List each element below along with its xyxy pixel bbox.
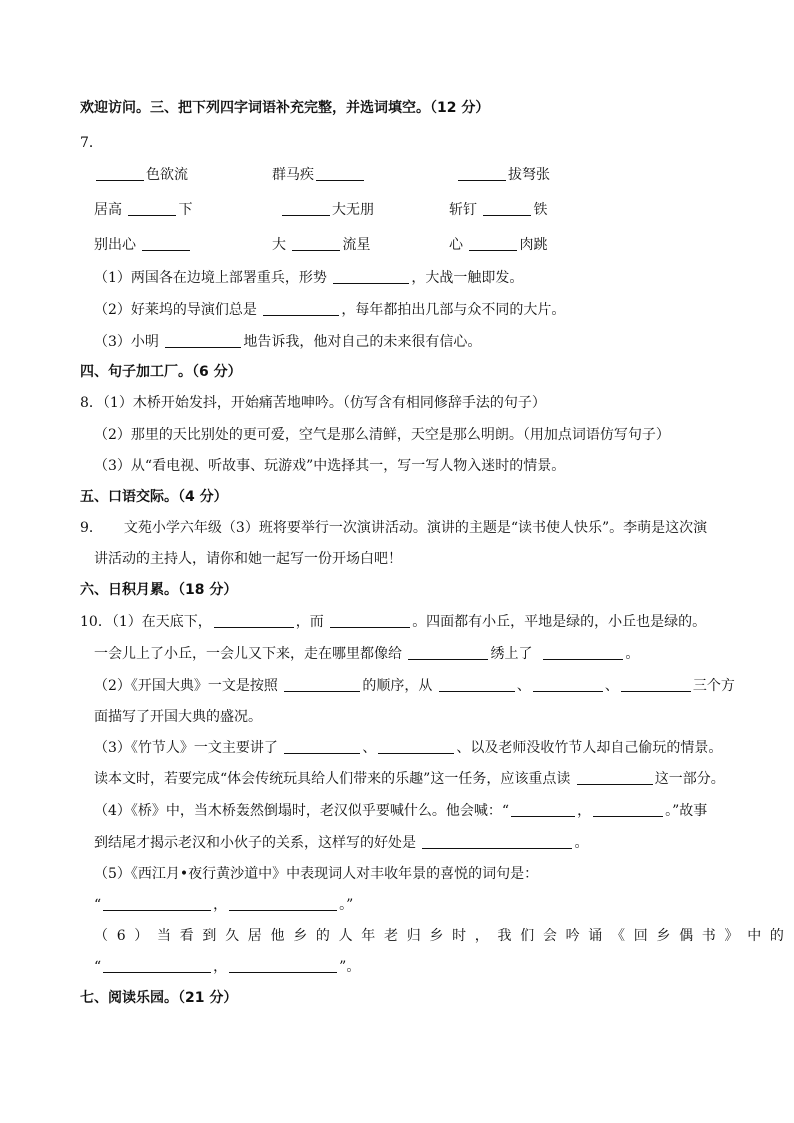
q10-part-6-line-1: （6）当看到久居他乡的人年老归乡时，我们会吟诵《回乡偶书》中的: [94, 928, 793, 944]
q7-sentence-1: （1）两国各在边境上部署重兵，形势 ，大战一触即发。: [94, 270, 524, 286]
answer-blank[interactable]: [533, 677, 603, 692]
answer-blank[interactable]: [378, 739, 454, 754]
answer-blank[interactable]: [128, 201, 176, 216]
idiom-2: 群马疾: [272, 165, 366, 185]
q7-sentence-3: （3）小明 地告诉我，他对自己的未来很有信心。: [94, 334, 482, 350]
answer-blank[interactable]: [408, 645, 488, 660]
answer-blank[interactable]: [469, 236, 517, 251]
q10-part-6-line-2: “ ， ”。: [94, 959, 361, 975]
idiom-1: 色欲流: [94, 165, 188, 185]
answer-blank[interactable]: [142, 236, 190, 251]
idiom-7: 别出心: [94, 235, 192, 255]
answer-blank[interactable]: [214, 613, 294, 628]
answer-blank[interactable]: [103, 958, 211, 973]
answer-blank[interactable]: [577, 770, 653, 785]
idiom-4: 居高 下: [94, 202, 193, 218]
answer-blank[interactable]: [458, 166, 506, 181]
answer-blank[interactable]: [422, 834, 572, 849]
q10-part-2-line-2: 面描写了开国大典的盛况。: [94, 709, 262, 725]
section-3-title: 欢迎访问。三、把下列四字词语补充完整，并选词填空。（12 分）: [80, 100, 490, 116]
q7-sentence-2: （2）好莱坞的导演们总是 ，每年都拍出几部与众不同的大片。: [94, 302, 566, 318]
answer-blank[interactable]: [316, 166, 364, 181]
q10-part-1-line-1: 10．（1）在天底下， ，而 。四面都有小丘，平地是绿的，小丘也是绿的。: [80, 614, 707, 630]
answer-blank[interactable]: [103, 896, 211, 911]
answer-blank[interactable]: [263, 301, 339, 316]
q10-part-3-line-1: （3）《竹节人》一文主要讲了 、 、以及老师没收竹节人却自己偷玩的情景。: [94, 740, 723, 756]
answer-blank[interactable]: [229, 896, 337, 911]
section-4-title: 四、句子加工厂。（6 分）: [80, 364, 242, 380]
q7-number: 7．: [80, 135, 103, 151]
q8-line-1: 8．（1）木桥开始发抖，开始痛苦地呻吟。（仿写含有相同修辞手法的句子）: [80, 395, 546, 411]
q10-part-4-line-2: 到结尾才揭示老汉和小伙子的关系，这样写的好处是 。: [94, 835, 589, 851]
answer-blank[interactable]: [282, 201, 330, 216]
q8-line-2: （2）那里的天比别处的更可爱，空气是那么清鲜，天空是那么明朗。（用加点词语仿写句子）: [94, 427, 670, 443]
answer-blank[interactable]: [284, 677, 360, 692]
q9-line-1: 9． 文苑小学六年级（3）班将要举行一次演讲活动。演讲的主题是“读书使人快乐”。李萌是这次演: [80, 520, 708, 536]
answer-blank[interactable]: [511, 802, 575, 817]
answer-blank[interactable]: [96, 166, 144, 181]
idiom-3: 拔弩张: [456, 165, 550, 185]
q10-part-4-line-1: （4）《桥》中，当木桥轰然倒塌时，老汉似乎要喊什么。他会喊：“ ， 。”故事: [94, 803, 708, 819]
section-7-title: 七、阅读乐园。（21 分）: [80, 990, 238, 1006]
answer-blank[interactable]: [284, 739, 360, 754]
idiom-6: 斩钉 铁: [449, 202, 548, 218]
idiom-9: 心 肉跳: [449, 237, 548, 253]
q9-line-2: 讲活动的主持人，请你和她一起写一份开场白吧！: [94, 551, 402, 567]
idiom-5: 大无朋: [280, 200, 374, 220]
answer-blank[interactable]: [483, 201, 531, 216]
section-5-title: 五、口语交际。（4 分）: [80, 489, 228, 505]
q10-part-2-line-1: （2）《开国大典》一文是按照 的顺序，从 、 、 三个方: [94, 678, 735, 694]
section-6-title: 六、日积月累。（18 分）: [80, 582, 238, 598]
q10-part-1-line-2: 一会儿上了小丘，一会儿又下来，走在哪里都像给 绣上了 。: [94, 646, 640, 662]
answer-blank[interactable]: [621, 677, 691, 692]
answer-blank[interactable]: [593, 802, 663, 817]
answer-blank[interactable]: [330, 613, 410, 628]
answer-blank[interactable]: [333, 269, 409, 284]
answer-blank[interactable]: [229, 958, 337, 973]
idiom-8: 大 流星: [272, 237, 371, 253]
answer-blank[interactable]: [292, 236, 340, 251]
answer-blank[interactable]: [165, 333, 241, 348]
q10-part-3-line-2: 读本文时，若要完成“体会传统玩具给人们带来的乐趣”这一任务，应该重点读 这一部分。: [94, 771, 725, 787]
q10-part-5-line-1: （5）《西江月•夜行黄沙道中》中表现词人对丰收年景的喜悦的词句是：: [94, 866, 539, 882]
q8-line-3: （3）从“看电视、听故事、玩游戏”中选择其一，写一写人物入迷时的情景。: [94, 458, 566, 474]
q10-part-5-line-2: “ ， 。”: [94, 897, 354, 913]
answer-blank[interactable]: [439, 677, 515, 692]
answer-blank[interactable]: [543, 645, 623, 660]
